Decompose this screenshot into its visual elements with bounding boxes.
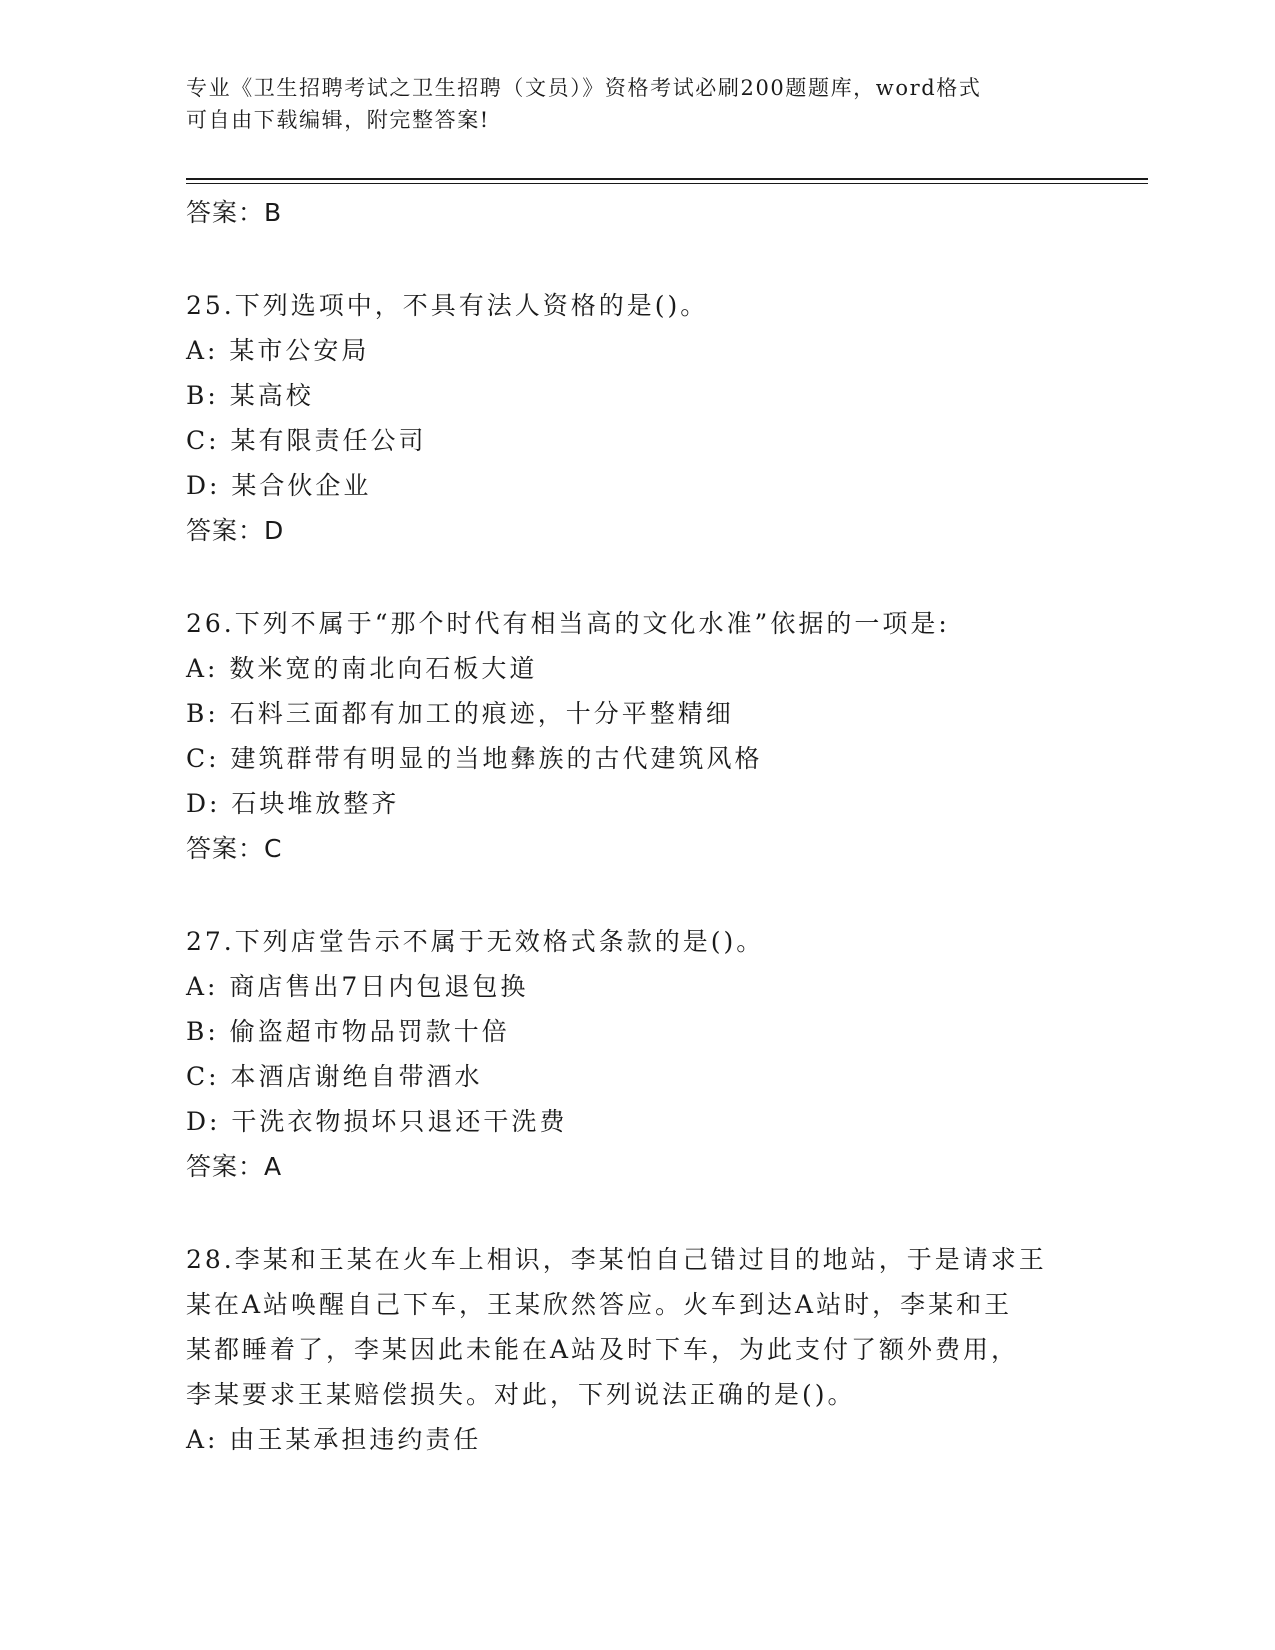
option-a: A: 某市公安局: [186, 336, 370, 365]
question-27: [186, 919, 1086, 1189]
answer-line: 答案：B: [186, 198, 283, 227]
page-header: [186, 72, 1066, 136]
answer-line: 答案：D: [186, 516, 285, 545]
question-stem-line-1: 28.李某和王某在火车上相识，李某怕自己错过目的地站，于是请求王: [186, 1245, 1047, 1274]
question-stem: 26.下列不属于“那个时代有相当高的文化水准”依据的一项是:: [186, 609, 950, 638]
question-stem: 25.下列选项中，不具有法人资格的是()。: [186, 291, 709, 320]
option-b: B: 偷盗超市物品罚款十倍: [186, 1017, 510, 1046]
question-stem-line-4: 李某要求王某赔偿损失。对此，下列说法正确的是()。: [186, 1380, 856, 1409]
option-c: C: 建筑群带有明显的当地彝族的古代建筑风格: [186, 744, 763, 773]
header-line-2: 可自由下载编辑，附完整答案!: [186, 108, 490, 132]
option-d: D: 某合伙企业: [186, 471, 372, 500]
option-d: D: 石块堆放整齐: [186, 789, 400, 818]
option-c: C: 某有限责任公司: [186, 426, 427, 455]
question-stem-line-2: 某在A站唤醒自己下车，王某欣然答应。火车到达A站时，李某和王: [186, 1290, 1013, 1319]
option-a: A: 商店售出7日内包退包换: [186, 972, 529, 1001]
question-25: [186, 283, 1086, 553]
question-stem: 27.下列店堂告示不属于无效格式条款的是()。: [186, 927, 765, 956]
option-c: C: 本酒店谢绝自带酒水: [186, 1062, 483, 1091]
option-a: A: 数米宽的南北向石板大道: [186, 654, 538, 683]
option-d: D: 干洗衣物损坏只退还干洗费: [186, 1107, 568, 1136]
document-body: [186, 190, 1086, 1462]
header-line-1: 专业《卫生招聘考试之卫生招聘（文员）》资格考试必刷200题题库，word格式: [186, 76, 982, 100]
question-28: [186, 1237, 1086, 1462]
option-b: B: 石料三面都有加工的痕迹，十分平整精细: [186, 699, 734, 728]
header-rule-thin: [186, 183, 1148, 184]
answer-line: 答案：A: [186, 1152, 283, 1181]
option-b: B: 某高校: [186, 381, 314, 410]
question-26: [186, 601, 1086, 871]
option-a: A: 由王某承担违约责任: [186, 1425, 482, 1454]
answer-line: 答案：C: [186, 834, 283, 863]
header-rule-thick: [186, 178, 1148, 180]
question-stem-line-3: 某都睡着了，李某因此未能在A站及时下车，为此支付了额外费用，: [186, 1335, 1020, 1364]
